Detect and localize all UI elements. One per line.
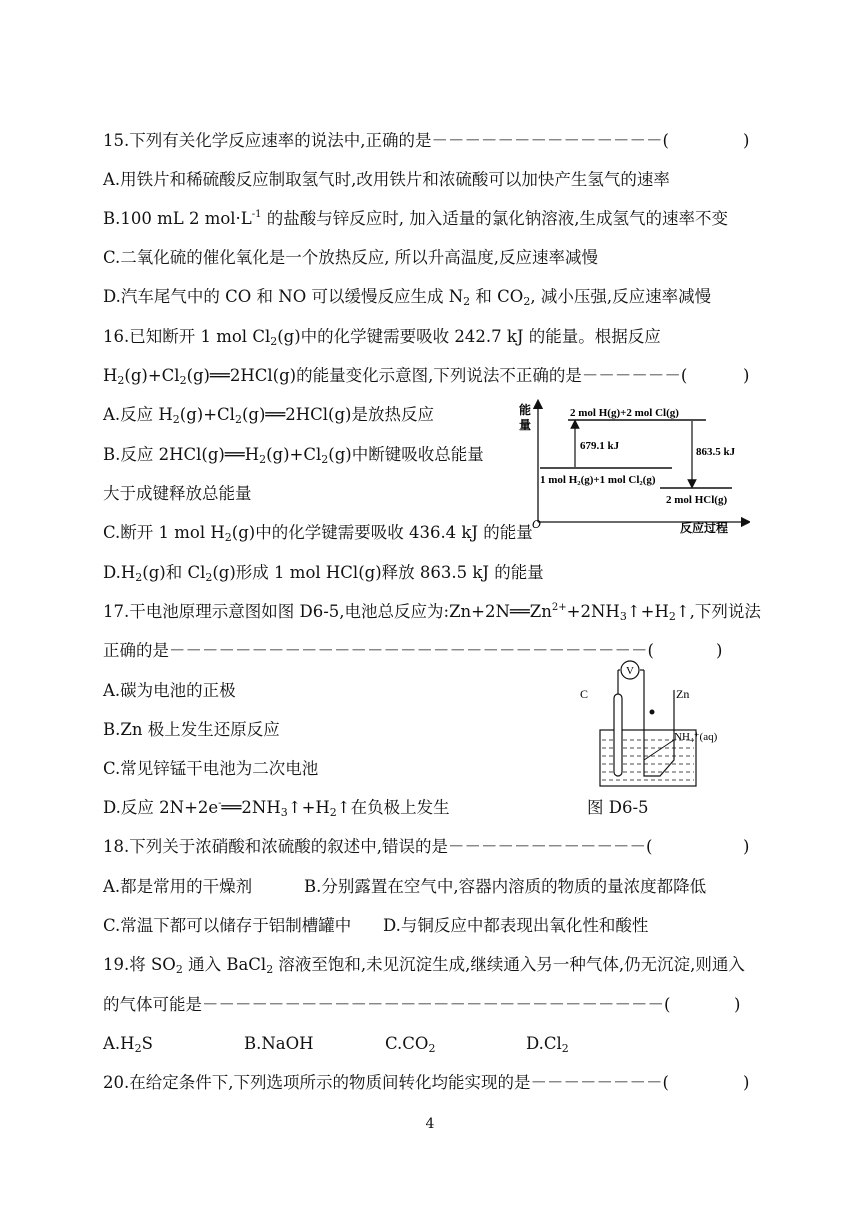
q18-close-paren: )	[743, 837, 750, 856]
y-axis-label-1: 能	[519, 403, 532, 417]
q18-option-b: B.分别露置在空气中,容器内溶质的物质的量浓度都降低	[304, 877, 707, 896]
q18-option-a: A.都是常用的干燥剂	[103, 877, 253, 896]
x-axis-label: 反应过程	[680, 521, 729, 535]
q16-stem-line1: 16.已知断开 1 mol $Cl_2(g)$中的化学键需要吸收 242.7 kJ 的能量。根据反应	[103, 327, 661, 348]
q18-option-c: C.常温下都可以储存于铝制槽罐中	[103, 916, 352, 935]
q19-stem-line2: 的气体可能是－－－－－－－－－－－－－－－－－－－－－－－－－－－－(	[103, 995, 671, 1014]
solution-label: NH₄⁺(aq)	[674, 731, 718, 743]
page-number: 4	[425, 1116, 435, 1132]
q17-option-a: A.碳为电池的正极	[103, 681, 236, 700]
origin-label: O	[532, 518, 542, 531]
q15-stem: 15.下列有关化学反应速率的说法中,正确的是－－－－－－－－－－－－－－(	[103, 131, 669, 150]
q16-close-paren: )	[743, 366, 750, 385]
voltmeter-label: V	[626, 665, 634, 677]
top-level-label: 2 mol H(g)+2 mol Cl(g)	[570, 407, 679, 419]
figure-caption: 图 D6-5	[587, 798, 649, 817]
q16-option-d: $D.H_2(g)$和 $Cl_2(g)$形成 1 mol HCl(g)释放 863.5 kJ 的能量	[103, 563, 544, 584]
q19-option-b: B.NaOH	[244, 1034, 314, 1053]
q17-option-c: C.常见锌锰干电池为二次电池	[103, 759, 319, 778]
q18-option-d: D.与铜反应中都表现出氧化性和酸性	[383, 916, 649, 935]
energy-diagram	[510, 398, 750, 538]
q19-option-a: $A.H_2S$	[103, 1034, 153, 1055]
mid-level-label: 1 mol H₂(g)+1 mol Cl₂(g)	[540, 474, 656, 486]
zinc-label: Zn	[676, 687, 690, 701]
battery-diagram	[570, 650, 730, 790]
q18-stem: 18.下列关于浓硝酸和浓硫酸的叙述中,错误的是－－－－－－－－－－－－(	[103, 837, 653, 856]
q15-option-c: C.二氧化硫的催化氧化是一个放热反应, 所以升高温度,反应速率减慢	[103, 248, 599, 267]
q17-close-paren: )	[716, 641, 723, 660]
q20-stem: 20.在给定条件下,下列选项所示的物质间转化均能实现的是－－－－－－－－(	[103, 1073, 669, 1092]
q19-stem-line1: 19.将 $SO_2$ 通入 BaCl$_2$ 溶液至饱和,未见沉淀生成,继续通入另一种气体,仍无沉淀,则通入	[103, 955, 745, 976]
up-arrow-value: 679.1 kJ	[580, 440, 620, 452]
q16-option-b: B.反应 $2HCl(g)══H_2(g)+Cl_2(g)$中断键吸收总能量	[103, 445, 484, 466]
q16-option-b-cont: 大于成键释放总能量	[103, 484, 252, 503]
q17-option-d: D.反应 $2N+2e^-══2NH_3↑+H_2↑$在负极上发生	[103, 798, 450, 819]
carbon-rod	[614, 694, 622, 776]
q17-stem-line2: 正确的是－－－－－－－－－－－－－－－－－－－－－－－－－－－－－(	[103, 641, 654, 660]
q15-option-d: D.汽车尾气中的 CO 和 NO 可以缓慢反应生成 $N_2$ 和 $CO_2$, 减小压强,反应速率减慢	[103, 287, 712, 308]
q16-stem-line2: $H_2(g)+Cl_2(g)══2HCl(g)$的能量变化示意图,下列说法不正确的是－－－－－－(	[103, 366, 688, 387]
q16-option-a: A.反应 $H_2(g)+Cl_2(g)══2HCl(g)$是放热反应	[103, 405, 434, 426]
zinc-can	[644, 690, 674, 776]
down-arrow-value: 863.5 kJ	[696, 446, 736, 458]
q16-option-c: C.断开 1 mol $H_2(g)$中的化学键需要吸收 436.4 kJ 的能量	[103, 523, 533, 544]
q19-close-paren: )	[734, 995, 741, 1014]
carbon-label: C	[580, 687, 589, 701]
q19-option-d: $D.Cl_2$	[526, 1034, 569, 1055]
q17-option-b: B.Zn 极上发生还原反应	[103, 720, 280, 739]
q15-option-b: B.100 mL 2 $mol\cdot L^{-1}$ 的盐酸与锌反应时, 加入适量的氯化钠溶液,生成氢气的速率不变	[103, 209, 728, 228]
q17-stem-line1: 17.干电池原理示意图如图 D6-5,电池总反应为$:Zn+2N══Zn^{2+}+2NH_3↑+H_2↑$,下列说法	[103, 602, 761, 623]
q19-option-c: $C.CO_2$	[385, 1034, 436, 1055]
q15-close-paren: )	[743, 131, 750, 150]
y-axis-label-2: 量	[519, 418, 532, 432]
low-level-label: 2 mol HCl(g)	[666, 494, 728, 506]
q15-option-a: A.用铁片和稀硫酸反应制取氢气时,改用铁片和浓硫酸可以加快产生氢气的速率	[103, 170, 670, 189]
q20-close-paren: )	[743, 1073, 750, 1092]
